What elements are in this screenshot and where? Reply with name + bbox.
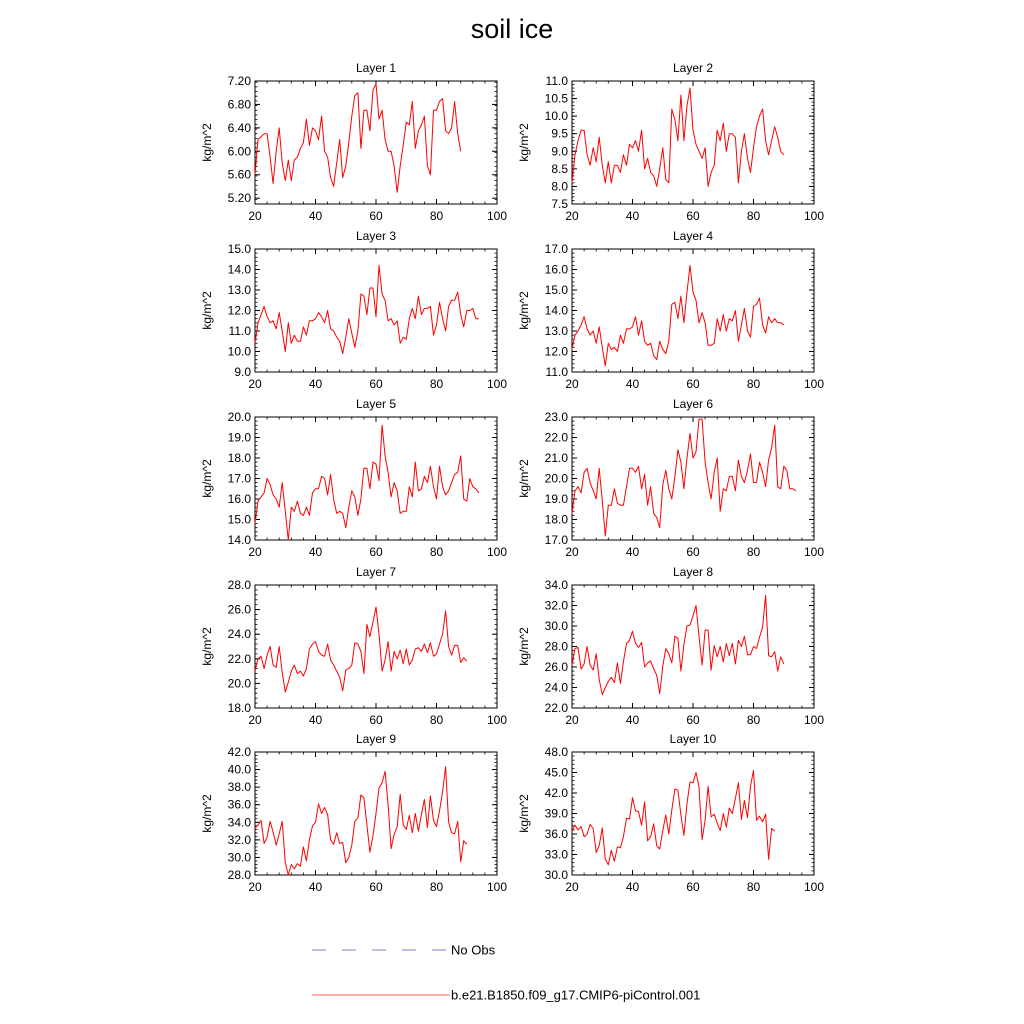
- panels: [200, 61, 824, 894]
- x-tick-label: 100: [486, 377, 508, 391]
- panel-layer-3: [200, 229, 507, 391]
- panel-layer-8: [517, 565, 824, 727]
- x-tick-label: 20: [565, 377, 579, 391]
- y-tick-label: 32.0: [227, 832, 251, 847]
- y-tick-label: 18.0: [227, 451, 251, 465]
- plot-frame: [255, 417, 497, 540]
- x-tick-label: 20: [248, 880, 262, 894]
- x-tick-label: 100: [486, 713, 508, 727]
- y-tick-label: 36.0: [227, 797, 251, 812]
- panel-title-layer-9: Layer 9: [355, 732, 397, 746]
- y-axis-label: kg/m^2: [200, 123, 214, 162]
- y-tick-label: 6.40: [227, 120, 251, 135]
- x-tick-label: 60: [686, 209, 700, 223]
- x-tick-label: 80: [746, 880, 761, 894]
- x-tick-label: 80: [429, 209, 444, 223]
- y-tick-label: 34.0: [227, 815, 251, 830]
- y-axis-label: kg/m^2: [200, 291, 214, 330]
- y-tick-label: 8.5: [551, 161, 568, 176]
- legend-label-model: b.e21.B1850.f09_g17.CMIP6-piControl.001: [451, 987, 701, 1003]
- plot-frame: [572, 81, 814, 204]
- y-tick-label: 26.0: [544, 660, 568, 674]
- y-axis-label: kg/m^2: [200, 627, 214, 666]
- x-tick-label: 20: [565, 209, 579, 223]
- panel-title-layer-2: Layer 2: [672, 61, 714, 75]
- x-tick-label: 60: [369, 713, 383, 727]
- x-tick-label: 60: [369, 377, 383, 391]
- y-tick-label: 18.0: [227, 701, 251, 715]
- panel-layer-4: [517, 229, 824, 391]
- y-tick-label: 12.0: [227, 303, 251, 318]
- y-tick-label: 28.0: [227, 578, 251, 592]
- panel-title-layer-1: Layer 1: [355, 61, 397, 75]
- panel-title-layer-10: Layer 10: [669, 732, 717, 746]
- y-tick-label: 22.0: [544, 701, 568, 715]
- series-line-layer-5: [255, 425, 479, 540]
- legend-label-no-obs: No Obs: [451, 942, 496, 958]
- x-tick-label: 100: [486, 545, 508, 559]
- y-axis-label: kg/m^2: [517, 291, 531, 330]
- y-tick-label: 13.0: [227, 283, 251, 297]
- series-line-layer-10: [572, 771, 775, 865]
- series-line-layer-9: [255, 767, 467, 875]
- series-line-layer-8: [572, 595, 784, 694]
- panel-title-layer-6: Layer 6: [672, 397, 714, 411]
- y-tick-label: 26.0: [227, 602, 251, 617]
- y-tick-label: 14.0: [227, 533, 251, 547]
- y-tick-label: 9.5: [551, 126, 568, 141]
- x-tick-label: 80: [429, 545, 444, 559]
- y-axis-label: kg/m^2: [200, 794, 214, 833]
- y-tick-label: 9.0: [551, 144, 568, 159]
- x-tick-label: 40: [625, 880, 640, 894]
- plot-frame: [572, 249, 814, 372]
- panel-layer-5: [200, 397, 507, 559]
- y-axis-label: kg/m^2: [517, 123, 531, 162]
- y-tick-label: 11.0: [545, 74, 568, 88]
- y-tick-label: 15.0: [544, 283, 568, 297]
- y-tick-label: 12.0: [544, 344, 568, 359]
- y-tick-label: 10.5: [544, 91, 568, 106]
- plot-frame: [572, 752, 814, 875]
- y-tick-label: 17.0: [544, 533, 568, 547]
- x-tick-label: 100: [486, 880, 508, 894]
- y-tick-label: 30.0: [544, 868, 568, 882]
- x-tick-label: 100: [803, 545, 825, 559]
- y-tick-label: 17.0: [227, 471, 251, 486]
- y-tick-label: 45.0: [544, 765, 568, 780]
- panel-title-layer-8: Layer 8: [672, 565, 714, 579]
- x-tick-label: 100: [803, 880, 825, 894]
- panel-layer-6: [517, 397, 824, 559]
- y-tick-label: 28.0: [544, 639, 568, 654]
- y-tick-label: 11.0: [545, 365, 568, 379]
- x-tick-label: 20: [565, 880, 579, 894]
- x-tick-label: 20: [248, 377, 262, 391]
- y-tick-label: 13.0: [544, 324, 568, 338]
- y-tick-label: 15.0: [227, 512, 251, 527]
- y-tick-label: 19.0: [544, 492, 568, 506]
- y-tick-label: 22.0: [544, 430, 568, 445]
- y-tick-label: 32.0: [544, 598, 568, 613]
- y-tick-label: 36.0: [544, 827, 568, 841]
- x-tick-label: 80: [429, 377, 444, 391]
- x-tick-label: 80: [746, 377, 761, 391]
- x-tick-label: 20: [248, 713, 262, 727]
- y-axis-label: kg/m^2: [200, 459, 214, 498]
- x-tick-label: 80: [746, 713, 761, 727]
- x-tick-label: 40: [308, 880, 323, 894]
- x-tick-label: 60: [686, 545, 700, 559]
- y-tick-label: 17.0: [544, 242, 568, 256]
- panel-layer-7: [200, 565, 507, 727]
- y-tick-label: 34.0: [544, 578, 568, 592]
- y-tick-label: 42.0: [544, 786, 568, 800]
- plot-frame: [572, 585, 814, 708]
- series-line-layer-6: [572, 419, 796, 536]
- y-tick-label: 40.0: [227, 762, 251, 777]
- legend: [312, 943, 700, 1003]
- y-tick-label: 14.0: [544, 303, 568, 318]
- panel-layer-9: [200, 732, 507, 894]
- y-tick-label: 11.0: [228, 324, 251, 338]
- y-tick-label: 48.0: [544, 745, 568, 759]
- x-tick-label: 80: [429, 880, 444, 894]
- y-tick-label: 15.0: [227, 242, 251, 256]
- panel-layer-10: [517, 732, 824, 894]
- x-tick-label: 60: [686, 880, 700, 894]
- x-tick-label: 20: [565, 545, 579, 559]
- y-tick-label: 21.0: [544, 451, 568, 465]
- y-tick-label: 18.0: [544, 512, 568, 527]
- x-tick-label: 40: [308, 377, 323, 391]
- x-tick-label: 100: [803, 209, 825, 223]
- x-tick-label: 60: [369, 545, 383, 559]
- y-tick-label: 8.0: [551, 179, 568, 194]
- y-tick-label: 6.80: [227, 97, 251, 112]
- x-tick-label: 40: [625, 713, 640, 727]
- x-tick-label: 100: [486, 209, 508, 223]
- series-line-layer-3: [255, 265, 479, 353]
- x-tick-label: 100: [803, 713, 825, 727]
- y-tick-label: 24.0: [227, 627, 251, 642]
- y-axis-label: kg/m^2: [517, 459, 531, 498]
- panel-layer-1: [200, 61, 507, 223]
- x-tick-label: 40: [308, 209, 323, 223]
- series-line-layer-4: [572, 265, 784, 365]
- y-tick-label: 28.0: [227, 868, 251, 882]
- y-tick-label: 5.20: [227, 191, 251, 206]
- x-tick-label: 80: [429, 713, 444, 727]
- x-tick-label: 80: [746, 209, 761, 223]
- y-tick-label: 7.20: [227, 74, 251, 88]
- y-tick-label: 20.0: [227, 410, 251, 424]
- x-tick-label: 60: [686, 713, 700, 727]
- y-tick-label: 7.5: [551, 197, 568, 211]
- series-line-layer-1: [255, 84, 461, 192]
- y-tick-label: 22.0: [227, 651, 251, 666]
- y-tick-label: 10.0: [544, 109, 568, 124]
- y-tick-label: 30.0: [544, 619, 568, 633]
- y-tick-label: 33.0: [544, 847, 568, 862]
- x-tick-label: 40: [625, 545, 640, 559]
- y-tick-label: 30.0: [227, 850, 251, 865]
- y-tick-label: 19.0: [227, 430, 251, 445]
- y-tick-label: 39.0: [544, 806, 568, 821]
- y-tick-label: 16.0: [544, 262, 568, 277]
- x-tick-label: 80: [746, 545, 761, 559]
- x-tick-label: 60: [369, 880, 383, 894]
- x-tick-label: 40: [308, 545, 323, 559]
- x-tick-label: 40: [308, 713, 323, 727]
- y-tick-label: 9.0: [234, 365, 251, 379]
- y-tick-label: 38.0: [227, 780, 251, 795]
- page-title: soil ice: [470, 14, 554, 44]
- plot-frame: [255, 81, 497, 204]
- y-axis-label: kg/m^2: [517, 627, 531, 666]
- y-tick-label: 10.0: [227, 344, 251, 359]
- x-tick-label: 40: [625, 209, 640, 223]
- panel-layer-2: [517, 61, 824, 223]
- panel-title-layer-3: Layer 3: [355, 229, 397, 243]
- y-axis-label: kg/m^2: [517, 794, 531, 833]
- plot-frame: [255, 585, 497, 708]
- x-tick-label: 40: [625, 377, 640, 391]
- x-tick-label: 60: [369, 209, 383, 223]
- y-tick-label: 20.0: [544, 471, 568, 486]
- y-tick-label: 16.0: [227, 492, 251, 506]
- panel-title-layer-5: Layer 5: [355, 397, 397, 411]
- x-tick-label: 20: [248, 209, 262, 223]
- x-tick-label: 60: [686, 377, 700, 391]
- y-tick-label: 23.0: [544, 410, 568, 424]
- x-tick-label: 20: [248, 545, 262, 559]
- y-tick-label: 14.0: [227, 262, 251, 277]
- panel-title-layer-4: Layer 4: [672, 229, 714, 243]
- panel-title-layer-7: Layer 7: [355, 565, 397, 579]
- x-tick-label: 20: [565, 713, 579, 727]
- series-line-layer-2: [572, 88, 784, 186]
- x-tick-label: 100: [803, 377, 825, 391]
- y-tick-label: 24.0: [544, 680, 568, 695]
- series-line-layer-7: [255, 607, 467, 692]
- y-tick-label: 42.0: [227, 745, 251, 759]
- y-tick-label: 5.60: [227, 167, 251, 182]
- y-tick-label: 20.0: [227, 676, 251, 691]
- y-tick-label: 6.00: [227, 144, 251, 159]
